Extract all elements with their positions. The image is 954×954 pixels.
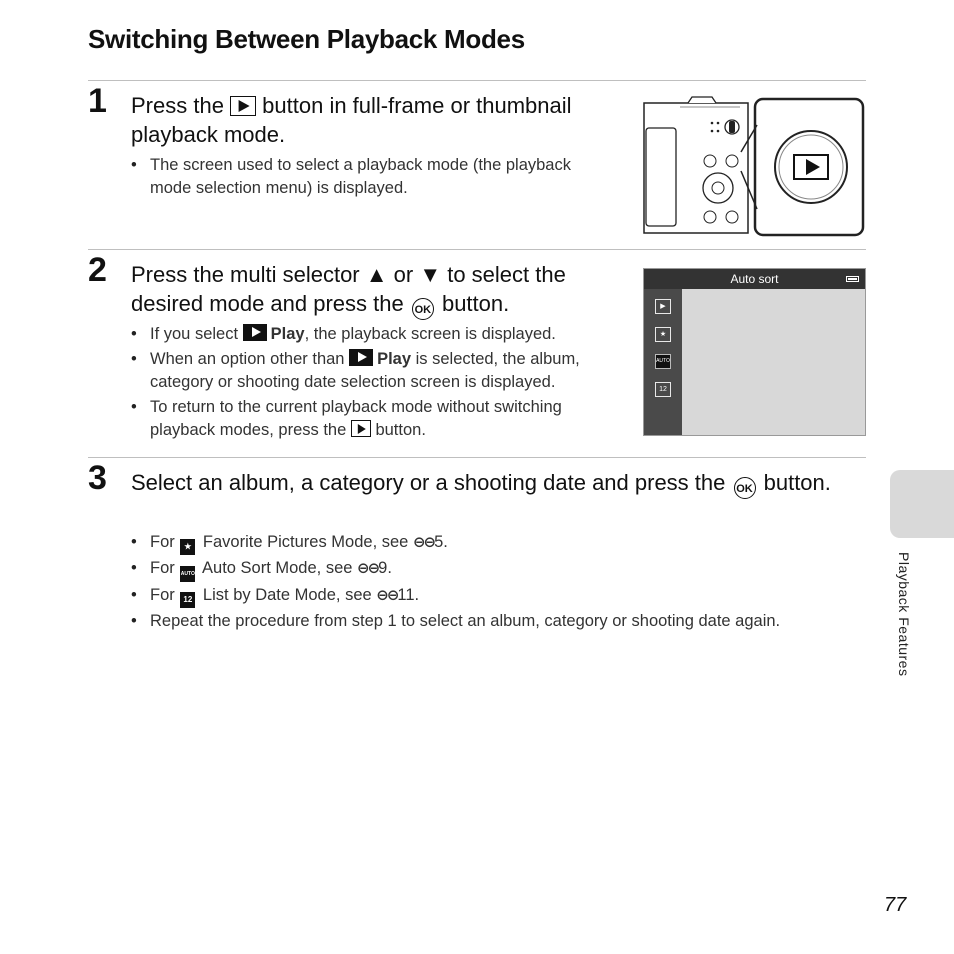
battery-icon <box>846 276 859 282</box>
heading-text: button. <box>435 291 510 316</box>
favorite-mode-icon: ★ <box>655 327 671 342</box>
heading-text: Press the multi selector <box>131 262 366 287</box>
heading-text: button in full-frame or thumbnail playback mode. <box>131 93 572 147</box>
step-1-bullets <box>131 154 611 202</box>
heading-text: button. <box>757 470 831 495</box>
step-1-heading <box>131 91 621 149</box>
list-by-date-icon: 12 <box>180 592 195 608</box>
section-label: Playback Features <box>896 552 912 677</box>
up-arrow-icon: ▲ <box>365 262 388 287</box>
menu-sidebar <box>644 289 682 435</box>
list-item: • To return to the current playback mode without switching playback modes, press the button. <box>131 396 615 442</box>
divider <box>88 457 866 458</box>
reference-icon: ⊖⊖ <box>376 586 398 604</box>
step-3-heading <box>131 468 831 499</box>
list-item: • The screen used to select a playback mode (the playback mode selection menu) is displayed. <box>131 154 611 200</box>
play-button-icon <box>230 96 256 116</box>
page-title: Switching Between Playback Modes <box>88 24 525 54</box>
list-item: • Repeat the procedure from step 1 to select an album, category or shooting date again. <box>131 610 851 633</box>
ok-button-icon: OK <box>734 477 756 499</box>
list-by-date-icon: 12 <box>655 382 671 397</box>
step-number: 1 <box>88 82 107 120</box>
playback-mode-menu-screen <box>643 268 866 436</box>
down-arrow-icon: ▼ <box>419 262 442 287</box>
page-number: 77 <box>884 894 907 916</box>
step-number: 3 <box>88 459 107 497</box>
divider <box>88 249 866 250</box>
ok-button-icon: OK <box>412 298 434 320</box>
reference-icon: ⊖⊖ <box>412 533 435 551</box>
heading-text: Select an album, a category or a shooting date and press the <box>131 470 732 495</box>
list-item: • For AUTO Auto Sort Mode, see ⊖⊖9. <box>131 557 851 582</box>
menu-title: Auto sort <box>644 269 865 289</box>
play-button-icon <box>351 420 371 437</box>
auto-sort-mode-icon: AUTO <box>180 566 195 582</box>
step-number: 2 <box>88 251 107 289</box>
divider <box>88 80 866 81</box>
favorite-mode-icon: ★ <box>180 539 195 555</box>
heading-text: Press the <box>131 93 231 118</box>
list-item: • For ★ Favorite Pictures Mode, see ⊖⊖5. <box>131 531 851 555</box>
play-mode-icon <box>349 349 373 366</box>
section-tab <box>890 470 954 538</box>
play-mode-icon: ▶ <box>655 299 671 314</box>
play-mode-icon <box>243 324 267 341</box>
heading-text: or <box>387 262 420 287</box>
heading-text: to select the desired mode and press the <box>131 262 566 316</box>
auto-sort-mode-icon: AUTO <box>655 354 671 369</box>
list-item: • For 12 List by Date Mode, see ⊖⊖11. <box>131 584 851 608</box>
camera-back-illustration <box>640 95 870 240</box>
step-2-bullets <box>131 323 615 444</box>
step-3-bullets <box>131 531 851 635</box>
step-2-heading <box>131 260 621 320</box>
reference-icon: ⊖⊖ <box>357 559 379 577</box>
list-item: • When an option other than Play is selected, the album, category or shooting date selection screen is displayed. <box>131 348 615 394</box>
list-item: • If you select Play, the playback screen is displayed. <box>131 323 615 346</box>
